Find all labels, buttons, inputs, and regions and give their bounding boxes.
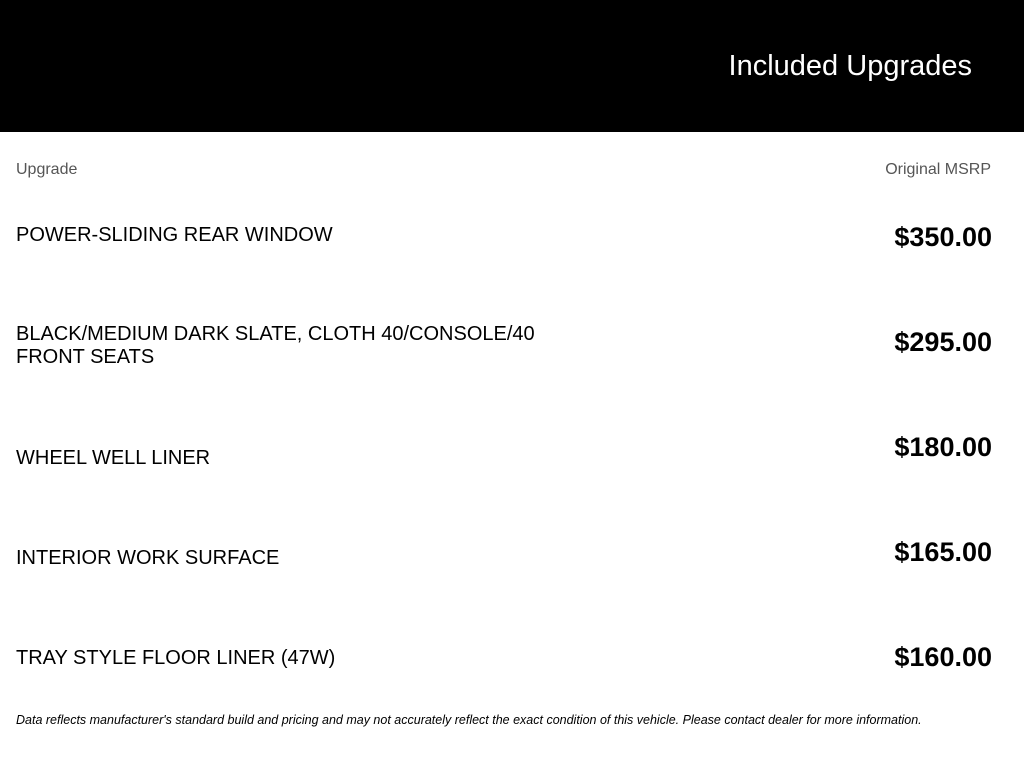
upgrade-name: POWER-SLIDING REAR WINDOW <box>16 224 333 246</box>
upgrade-price: $160.00 <box>894 642 992 672</box>
disclaimer-text: Data reflects manufacturer's standard build and pricing and may not accurately reflect the exact condition of this vehicle. Please contact dealer for more information. <box>16 713 922 727</box>
upgrade-price: $350.00 <box>894 222 992 252</box>
upgrade-price: $180.00 <box>894 432 992 462</box>
upgrade-name: BLACK/MEDIUM DARK SLATE, CLOTH 40/CONSOLE/40 FRONT SEATS <box>16 323 535 368</box>
upgrade-price: $295.00 <box>894 327 992 357</box>
upgrade-price: $165.00 <box>894 537 992 567</box>
page-title: Included Upgrades <box>728 50 972 82</box>
column-header-upgrade: Upgrade <box>16 161 78 178</box>
header-bar <box>0 0 1024 132</box>
upgrade-name: INTERIOR WORK SURFACE <box>16 547 280 569</box>
upgrade-name: TRAY STYLE FLOOR LINER (47W) <box>16 647 336 669</box>
upgrade-name: WHEEL WELL LINER <box>16 447 211 469</box>
column-header-msrp: Original MSRP <box>885 161 991 178</box>
